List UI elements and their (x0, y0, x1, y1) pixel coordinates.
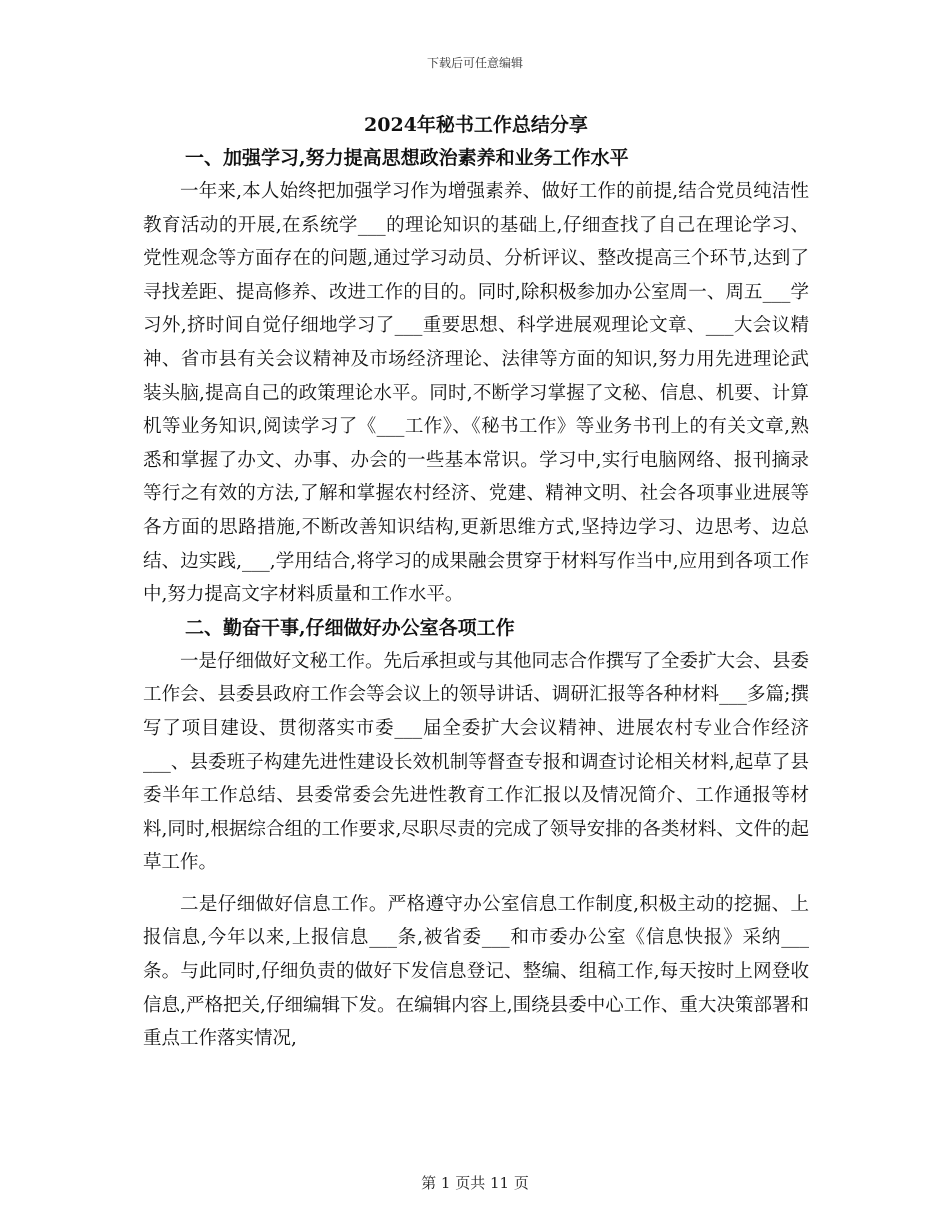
document-body (143, 108, 809, 1056)
section-2-paragraph-2: 二是仔细做好信息工作。严格遵守办公室信息工作制度,积极主动的挖掘、上报信息,今年以来,上报信息___条,被省委___和市委办公室《信息快报》采纳___条。与此同时,仔细负责的做好下发信息登记、整编、组稿工作,每天按时上网登收信息,严格把关,仔细编辑下发。在编辑内容上,围绕县委中心工作、重大决策部署和重点工作落实情况, (143, 893, 809, 1050)
section-heading-2: 二、勤奋干事,仔细做好办公室各项工作 (185, 616, 515, 639)
document-title: 2024年秘书工作总结分享 (364, 114, 588, 136)
header-note: 下载后可任意编辑 (426, 56, 523, 70)
page-number: 第 1 页共 11 页 (421, 1174, 529, 1192)
section-1-paragraph: 一年来,本人始终把加强学习作为增强素养、做好工作的前提,结合党员纯洁性教育活动的开展,在系统学___的理论知识的基础上,仔细查找了自己在理论学习、党性观念等方面存在的问题,通过学习动员、分析评议、整改提高三个环节,达到了寻找差距、提高修养、改进工作的目的。同时,除积极参加办公室周一、周五___学习外,挤时间自觉仔细地学习了___重要思想、科学进展观理论文章、___大会议精神、省市县有关会议精神及市场经济理论、法律等方面的知识,努力用先进理论武装头脑,提高自己的政策理论水平。同时,不断学习掌握了文秘、信息、机要、计算机等业务知识,阅读学习了《___工作》、《秘书工作》等业务书刊上的有关文章,熟悉和掌握了办文、办事、办会的一些基本常识。学习中,实行电脑网络、报刊摘录等行之有效的方法,了解和掌握农村经济、党建、精神文明、社会各项事业进展等各方面的思路措施,不断改善知识结构,更新思维方式,坚持边学习、边思考、边总结、边实践,___,学用结合,将学习的成果融会贯穿于材料写作当中,应用到各项工作中,努力提高文字材料质量和工作水平。 (143, 181, 809, 606)
section-2-paragraph-1: 一是仔细做好文秘工作。先后承担或与其他同志合作撰写了全委扩大会、县委工作会、县委县政府工作会等会议上的领导讲话、调研汇报等各种材料___多篇;撰写了项目建设、贯彻落实市委___届全委扩大会议精神、进展农村专业合作经济___、县委班子构建先进性建设长效机制等督查专报和调查讨论相关材料,起草了县委半年工作总结、县委常委会先进性教育工作汇报以及情况简介、工作通报等材料,同时,根据综合组的工作要求,尽职尽责的完成了领导安排的各类材料、文件的起草工作。 (143, 650, 810, 874)
section-heading-1: 一、加强学习,努力提高思想政治素养和业务工作水平 (185, 147, 629, 169)
